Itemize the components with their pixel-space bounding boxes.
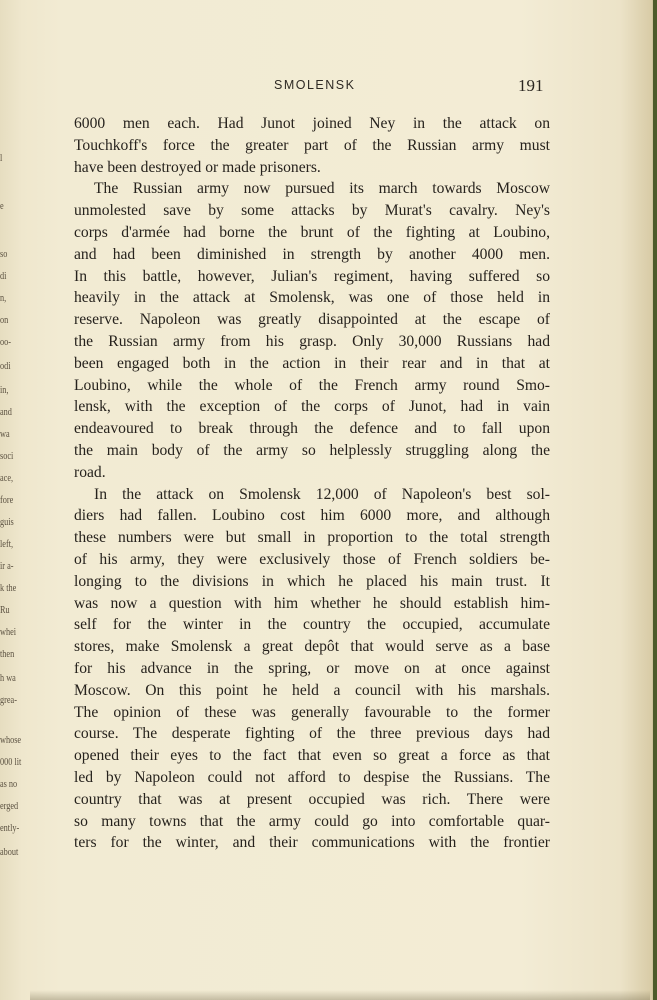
text-line: corps d'armée had borne the brunt of the fighting at Loubino, xyxy=(74,223,550,241)
gutter-fragment: left, xyxy=(0,538,14,550)
gutter-fragment: h wa xyxy=(0,672,16,684)
text-line: was now a question with him whether he should establish him- xyxy=(74,594,550,612)
text-line: course. The desperate fighting of the three previous days had xyxy=(74,725,550,743)
gutter-fragment: fore xyxy=(0,494,14,506)
gutter-fragment: ently- xyxy=(0,822,20,834)
running-head xyxy=(0,76,657,98)
gutter-fragment: k the xyxy=(0,582,17,594)
gutter-fragment: then xyxy=(0,648,15,660)
text-line: been engaged both in the action in their rear and in that at xyxy=(74,354,550,372)
text-line: of his army, they were exclusively those of French soldiers be- xyxy=(74,550,550,568)
text-line: lensk, with the exception of the corps of Junot, had in vain xyxy=(74,398,550,416)
text-line: diers had fallen. Loubino cost him 6000 more, and although xyxy=(74,507,550,525)
gutter-fragment: grea- xyxy=(0,694,17,706)
text-line: unmolested save by some attacks by Murat's cavalry. Ney's xyxy=(74,202,550,220)
gutter-fragment: soci xyxy=(0,450,14,462)
text-line: stores, make Smolensk a great depôt that would serve as a base xyxy=(74,638,550,656)
text-line: Moscow. On this point he held a council with his marshals. xyxy=(74,681,550,699)
text-line: road. xyxy=(74,463,106,481)
running-title: SMOLENSK xyxy=(274,78,356,92)
gutter-fragment: whei xyxy=(0,626,17,638)
text-line: for his advance in the spring, or move on at once against xyxy=(74,659,550,677)
text-line: Touchkoff's force the greater part of the Russian army must xyxy=(74,136,550,154)
gutter-fragment: as no xyxy=(0,778,18,790)
gutter-fragment: wa xyxy=(0,428,10,440)
text-line: self for the winter in the country the occupied, accumulate xyxy=(74,616,550,634)
text-line: led by Napoleon could not afford to despise the Russians. The xyxy=(74,768,550,786)
page-number: 191 xyxy=(518,76,544,95)
text-line: the Russian army from his grasp. Only 30,000 Russians had xyxy=(74,332,550,350)
gutter-fragment: so xyxy=(0,248,8,260)
text-line: and had been diminished in strength by another 4000 men. xyxy=(74,245,550,263)
gutter-fragment: e xyxy=(0,200,4,212)
text-line: Loubino, while the whole of the French army round Smo- xyxy=(74,376,550,394)
gutter-fragment: l xyxy=(0,152,3,164)
gutter-fragment: ir a- xyxy=(0,560,14,572)
body-text xyxy=(74,113,550,854)
text-line: so many towns that the army could go into comfortable quar- xyxy=(74,812,550,830)
text-line: longing to the divisions in which he placed his main trust. It xyxy=(74,572,550,590)
gutter-fragment: ace, xyxy=(0,472,14,484)
text-line: opened their eyes to the fact that even so great a force as that xyxy=(74,747,550,765)
text-line: endeavoured to break through the defence and to fall upon xyxy=(74,420,550,438)
gutter-fragment: about xyxy=(0,846,19,858)
text-line: In the attack on Smolensk 12,000 of Napoleon's best sol- xyxy=(94,485,550,503)
gutter-fragment: whose xyxy=(0,734,22,746)
gutter-fragment: and xyxy=(0,406,12,418)
text-line: The opinion of these was generally favourable to the former xyxy=(74,703,550,721)
text-line: have been destroyed or made prisoners. xyxy=(74,158,321,176)
text-line: The Russian army now pursued its march towards Moscow xyxy=(94,180,550,198)
text-line: In this battle, however, Julian's regiment, having suffered so xyxy=(74,267,550,285)
gutter-fragment: oo- xyxy=(0,336,12,348)
text-line: country that was at present occupied was rich. There were xyxy=(74,790,550,808)
text-line: reserve. Napoleon was greatly disappointed at the escape of xyxy=(74,311,550,329)
text-line: the main body of the army so helplessly struggling along the xyxy=(74,441,550,459)
text-line: ters for the winter, and their communications with the frontier xyxy=(74,834,550,852)
facing-page-gutter xyxy=(0,130,24,890)
gutter-fragment: di xyxy=(0,270,7,282)
text-line: 6000 men each. Had Junot joined Ney in the attack on xyxy=(74,115,550,132)
text-line: heavily in the attack at Smolensk, was one of those held in xyxy=(74,289,550,307)
page-bottom-edge xyxy=(30,990,650,1000)
gutter-fragment: in, xyxy=(0,384,9,396)
gutter-fragment: 000 lit xyxy=(0,756,22,768)
text-line: these numbers were but small in proportion to the total strength xyxy=(74,529,550,547)
gutter-fragment: n, xyxy=(0,292,7,304)
gutter-fragment: guis xyxy=(0,516,14,528)
gutter-fragment: erged xyxy=(0,800,19,812)
page-spine-edge xyxy=(653,0,657,1000)
gutter-fragment: Ru xyxy=(0,604,10,616)
gutter-fragment: odi xyxy=(0,360,11,372)
gutter-fragment: on xyxy=(0,314,9,326)
